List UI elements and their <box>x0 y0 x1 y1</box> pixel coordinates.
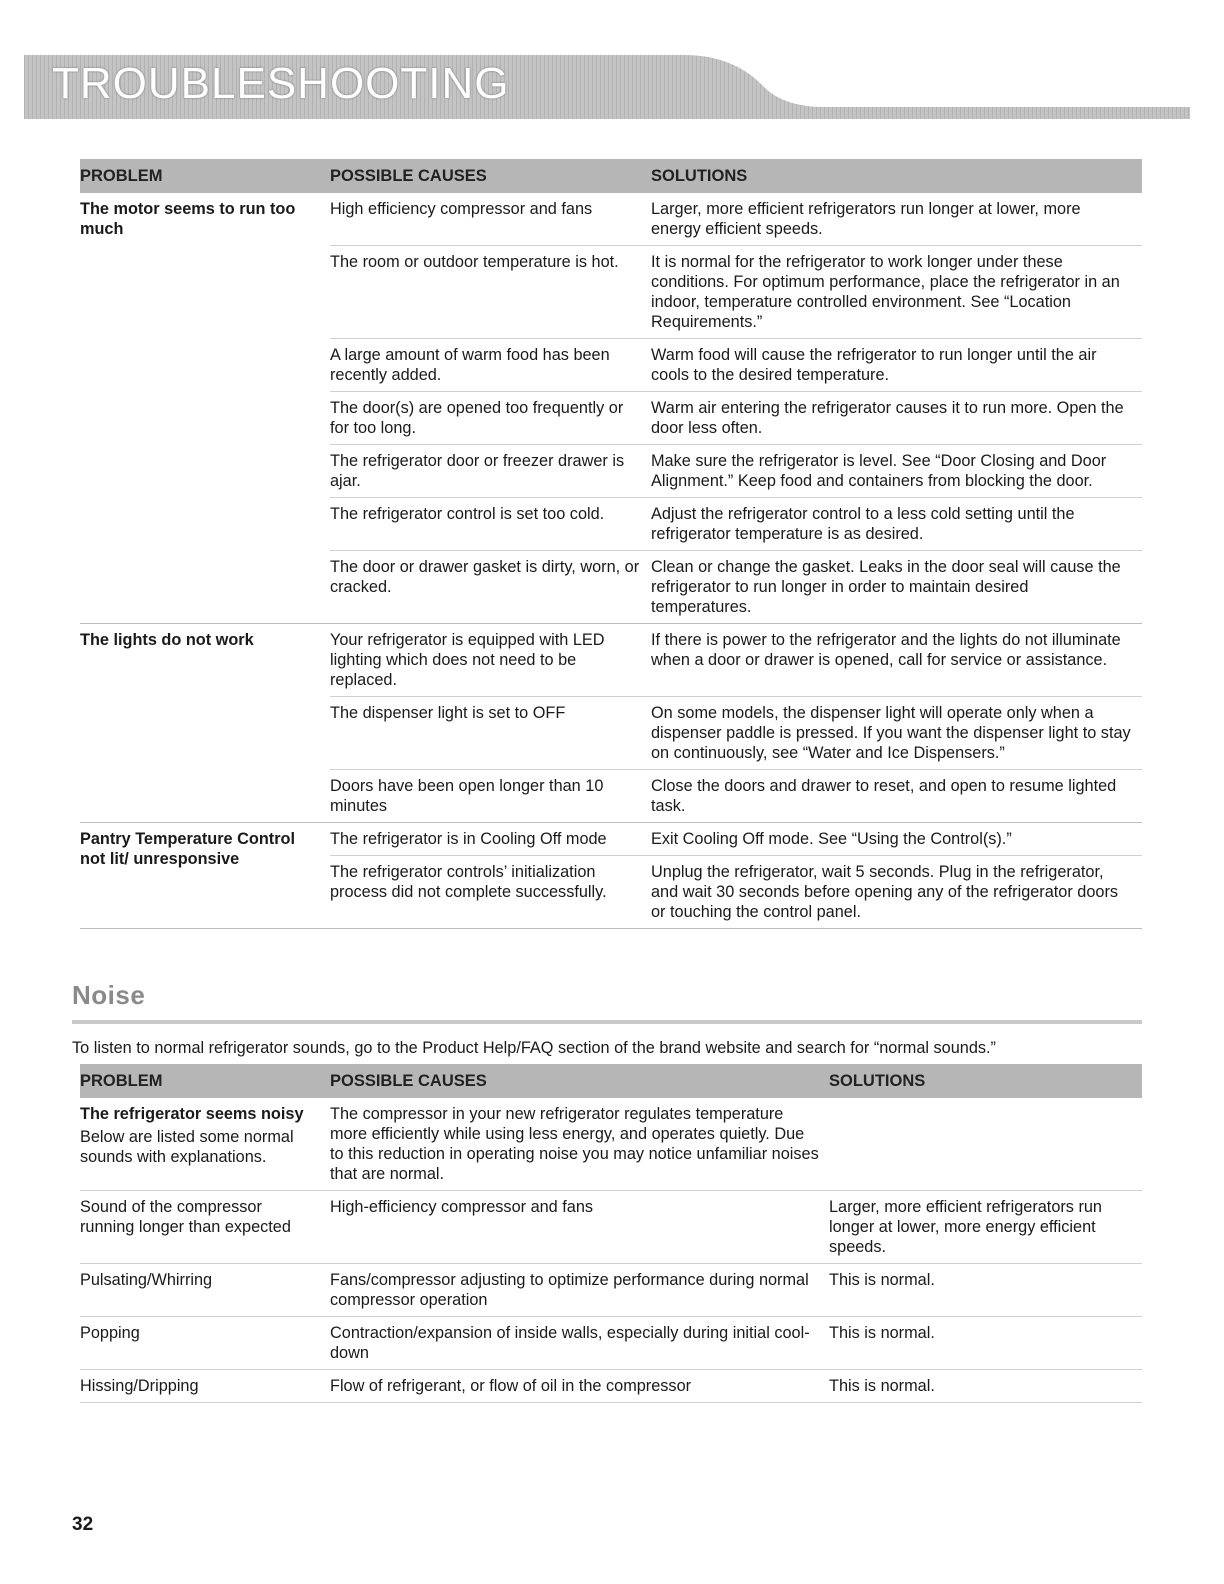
problem-cell: Pantry Temperature Control not lit/ unresponsive <box>80 823 330 929</box>
page-number: 32 <box>72 1514 94 1535</box>
header-solutions: SOLUTIONS <box>829 1064 1142 1098</box>
solution-cell: Clean or change the gasket. Leaks in the door seal will cause the refrigerator to run longer in order to maintain desired temperatures. <box>651 551 1142 624</box>
section-divider <box>72 1020 1142 1024</box>
troubleshooting-table-body <box>80 193 1142 929</box>
header-causes: POSSIBLE CAUSES <box>330 159 651 193</box>
solution-cell: Warm food will cause the refrigerator to run longer until the air cools to the desired temperature. <box>651 339 1142 392</box>
cause-cell: The refrigerator is in Cooling Off mode <box>330 823 651 856</box>
solution-cell: It is normal for the refrigerator to work longer under these conditions. For optimum performance, place the refrigerator in an indoor, temperature controlled environment. See “Location Requirements.” <box>651 246 1142 339</box>
section-title-noise: Noise <box>72 980 146 1010</box>
cause-cell: The refrigerator control is set too cold. <box>330 498 651 551</box>
solution-cell: This is normal. <box>829 1317 1142 1370</box>
cause-cell: The refrigerator controls’ initialization process did not complete successfully. <box>330 856 651 929</box>
cause-cell: Contraction/expansion of inside walls, especially during initial cool-down <box>330 1317 829 1370</box>
header-problem: PROBLEM <box>80 1064 330 1098</box>
noise-table-body <box>80 1191 1142 1403</box>
troubleshooting-table <box>80 159 1142 929</box>
table-header-row <box>80 159 1142 193</box>
cause-cell: The compressor in your new refrigerator regulates temperature more efficiently while using less energy, and operates quietly. Due to this reduction in operating noise you may notice unfamiliar noises that are normal. <box>330 1098 829 1191</box>
cause-cell: The refrigerator door or freezer drawer is ajar. <box>330 445 651 498</box>
solution-cell: Adjust the refrigerator control to a less cold setting until the refrigerator temperature is as desired. <box>651 498 1142 551</box>
cause-cell: The door or drawer gasket is dirty, worn, or cracked. <box>330 551 651 624</box>
cause-cell: The dispenser light is set to OFF <box>330 697 651 770</box>
problem-label: The refrigerator seems noisy <box>80 1105 304 1123</box>
problem-cell: The lights do not work <box>80 624 330 823</box>
solution-cell: On some models, the dispenser light will operate only when a dispenser paddle is pressed. If you want the dispenser light to stay on continuously, see “Water and Ice Dispensers.” <box>651 697 1142 770</box>
table-header-row <box>80 1064 1142 1098</box>
problem-cell: Sound of the compressor running longer than expected <box>80 1191 330 1264</box>
noise-table <box>80 1064 1142 1403</box>
table-row <box>80 1317 1142 1370</box>
cause-cell: The door(s) are opened too frequently or for too long. <box>330 392 651 445</box>
problem-cell <box>80 1098 330 1191</box>
cause-cell: Fans/compressor adjusting to optimize performance during normal compressor operation <box>330 1264 829 1317</box>
solution-cell: Unplug the refrigerator, wait 5 seconds. Plug in the refrigerator, and wait 30 seconds before opening any of the refrigerator doors or touching the control panel. <box>651 856 1142 929</box>
noise-intro: To listen to normal refrigerator sounds, go to the Product Help/FAQ section of the brand website and search for “normal sounds.” <box>72 1039 996 1057</box>
solution-cell: Exit Cooling Off mode. See “Using the Control(s).” <box>651 823 1142 856</box>
header-banner <box>24 47 1190 119</box>
table-row <box>80 193 1142 246</box>
table-row <box>80 624 1142 697</box>
table-row <box>80 823 1142 856</box>
page-title: TROUBLESHOOTING <box>52 59 510 108</box>
solution-cell: Close the doors and drawer to reset, and open to resume lighted task. <box>651 770 1142 823</box>
table-row <box>80 1191 1142 1264</box>
cause-cell: Flow of refrigerant, or flow of oil in the compressor <box>330 1370 829 1403</box>
problem-cell: Pulsating/Whirring <box>80 1264 330 1317</box>
problem-cell: Popping <box>80 1317 330 1370</box>
header-causes: POSSIBLE CAUSES <box>330 1064 829 1098</box>
problem-cell: The motor seems to run too much <box>80 193 330 624</box>
problem-cell: Hissing/Dripping <box>80 1370 330 1403</box>
solution-cell: Warm air entering the refrigerator causes it to run more. Open the door less often. <box>651 392 1142 445</box>
problem-note: Below are listed some normal sounds with explanations. <box>80 1128 294 1166</box>
solution-cell: Larger, more efficient refrigerators run longer at lower, more energy efficient speeds. <box>651 193 1142 246</box>
cause-cell: Doors have been open longer than 10 minutes <box>330 770 651 823</box>
solution-cell: This is normal. <box>829 1370 1142 1403</box>
solution-cell: This is normal. <box>829 1264 1142 1317</box>
table-row <box>80 1098 1142 1191</box>
cause-cell: Your refrigerator is equipped with LED lighting which does not need to be replaced. <box>330 624 651 697</box>
header-problem: PROBLEM <box>80 159 330 193</box>
header-solutions: SOLUTIONS <box>651 159 1142 193</box>
solution-cell: Larger, more efficient refrigerators run longer at lower, more energy efficient speeds. <box>829 1191 1142 1264</box>
cause-cell: High-efficiency compressor and fans <box>330 1191 829 1264</box>
cause-cell: High efficiency compressor and fans <box>330 193 651 246</box>
cause-cell: The room or outdoor temperature is hot. <box>330 246 651 339</box>
table-row <box>80 1370 1142 1403</box>
table-row <box>80 1264 1142 1317</box>
solution-cell: If there is power to the refrigerator and the lights do not illuminate when a door or drawer is opened, call for service or assistance. <box>651 624 1142 697</box>
cause-cell: A large amount of warm food has been recently added. <box>330 339 651 392</box>
solution-cell: Make sure the refrigerator is level. See “Door Closing and Door Alignment.” Keep food and containers from blocking the door. <box>651 445 1142 498</box>
solution-cell <box>829 1098 1142 1191</box>
